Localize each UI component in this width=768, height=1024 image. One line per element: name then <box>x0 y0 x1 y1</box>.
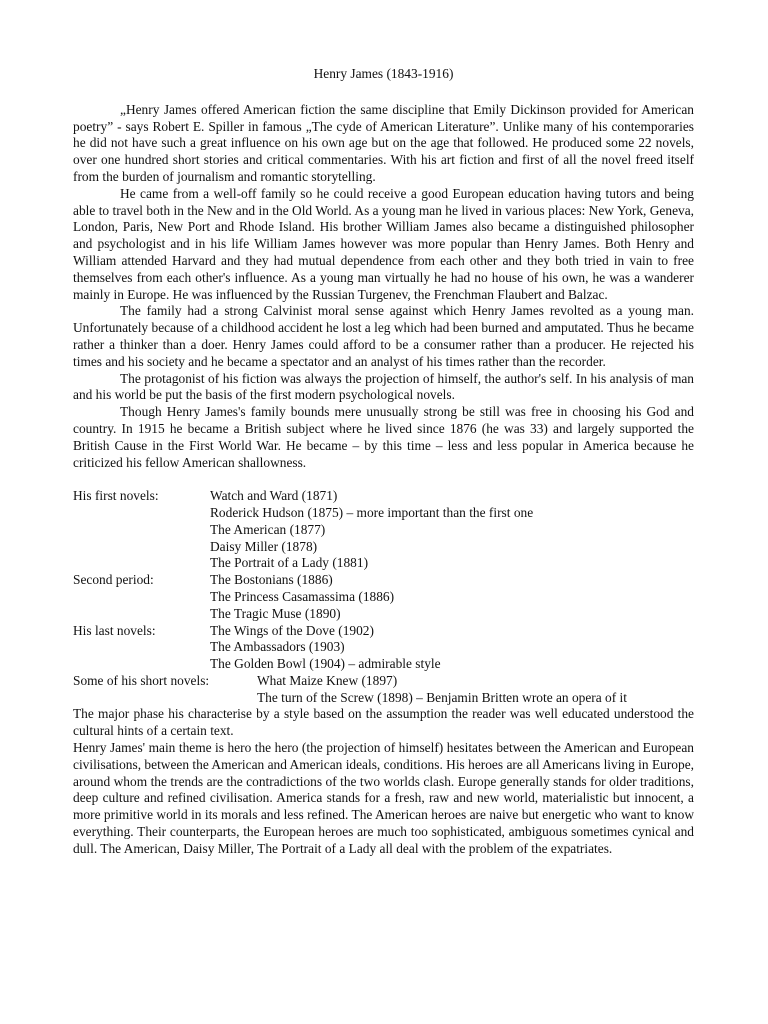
novel-title: The turn of the Screw (1898) – Benjamin Britten wrote an opera of it <box>257 689 627 705</box>
novel-row <box>73 555 694 572</box>
novel-title: The Tragic Muse (1890) <box>210 605 341 621</box>
paragraph-main-theme: Henry James' main theme is hero the hero (the projection of himself) hesitates between the American and European civilisations, between the American and American ideals, conditions. His heroes are all Americans living in Europe, around whom the trends are the contradictions of the two worlds clash. Europe generally stands for older traditions, deep culture and refined civilisation. America stands for a fresh, raw and new world, materialistic but innocent, a more primitive world in its morals and less refined. The American heroes are naive but energetic who want to know everything. Their counterparts, the European heroes are much too sophisticated, ambiguous sometimes cynical and dull. The American, Daisy Miller, The Portrait of a Lady all deal with the problem of the expatriates. <box>73 740 694 856</box>
novel-row <box>73 690 694 707</box>
paragraph-british-subject: Though Henry James's family bounds mere unusually strong be still was free in choosing his God and country. In 1915 he became a British subject where he lived since 1876 (he was 33) and largely supported the British Cause in the First World War. He became – by this time – less and less popular in America because he criticized his fellow American shallowness. <box>73 404 694 470</box>
paragraph-major-phase: The major phase his characterise by a style based on the assumption the reader was well educated understood the cultural hints of a certain text. <box>73 706 694 739</box>
novel-row <box>73 505 694 522</box>
paragraph-family-education: He came from a well-off family so he could receive a good European education having tutors and being able to travel both in the New and in the Old World. As a young man he lived in various places: New York, Geneva, London, Paris, New Port and Rhode Island. His brother William James also became a distinguished philosopher and psychologist and in his life William James however was more popular than Henry James. Both Henry and William attended Harvard and they had mutual dependence from each other and they both tried in vain to free themselves from each other's influence. As a young man virtually he had no house of his own, he was a wanderer mainly in Europe. He was influenced by the Russian Turgenev, the Frenchman Flaubert and Balzac. <box>73 185 694 302</box>
second-period-label: Second period: <box>73 572 154 588</box>
novel-row <box>73 539 694 556</box>
novels-list <box>73 488 694 706</box>
novel-title: Roderick Hudson (1875) – more important than the first one <box>210 504 534 520</box>
novel-title: The American (1877) <box>210 521 326 537</box>
novel-row <box>73 639 694 656</box>
novel-row <box>73 522 694 539</box>
novel-title: The Princess Casamassima (1886) <box>210 588 395 604</box>
novel-title: The Ambassadors (1903) <box>210 639 345 655</box>
novel-title: The Wings of the Dove (1902) <box>210 622 374 638</box>
document-page <box>73 66 694 858</box>
novel-row <box>73 606 694 623</box>
novel-title: Watch and Ward (1871) <box>210 488 338 504</box>
last-novels-label: His last novels: <box>73 622 156 638</box>
spacer <box>73 471 694 488</box>
paragraph-calvinist-family: The family had a strong Calvinist moral sense against which Henry James revolted as a young man. Unfortunately because of a childhood accident he lost a leg which had been burned and amputated. Thus he became rather a thinker than a doer. Henry James could afford to be a consumer rather than a producer. He rejected his times and his society and he became a spectator and an analyst of his times rather than the recorder. <box>73 303 694 369</box>
novel-title: The Golden Bowl (1904) – admirable style <box>210 656 441 672</box>
paragraph-intro: „Henry James offered American fiction the same discipline that Emily Dickinson provided for American poetry” - says Robert E. Spiller in famous „The cyde of American Literature”. Unlike many of his contemporaries he did not have such a great influence on his own age but on the age that followed. He produced some 22 novels, over one hundred short stories and critical commentaries. With his art fiction and first of all the novel freed itself from the burden of journalism and romantic storytelling. <box>73 101 694 184</box>
novel-title: Daisy Miller (1878) <box>210 538 318 554</box>
novel-row <box>73 572 694 589</box>
novel-row <box>73 656 694 673</box>
novel-row <box>73 623 694 640</box>
short-novels-label: Some of his short novels: <box>73 672 210 688</box>
paragraph-protagonist: The protagonist of his fiction was always the projection of himself, the author's self. In his analysis of man and his world be put the basis of the first modern psychological novels. <box>73 370 694 403</box>
novel-title: What Maize Knew (1897) <box>257 672 398 688</box>
document-title: Henry James (1843-1916) <box>313 66 454 81</box>
novel-row <box>73 673 694 690</box>
novel-title: The Portrait of a Lady (1881) <box>210 555 369 571</box>
first-novels-label: His first novels: <box>73 488 159 504</box>
novel-title: The Bostonians (1886) <box>210 572 333 588</box>
novel-row <box>73 589 694 606</box>
novel-row <box>73 488 694 505</box>
